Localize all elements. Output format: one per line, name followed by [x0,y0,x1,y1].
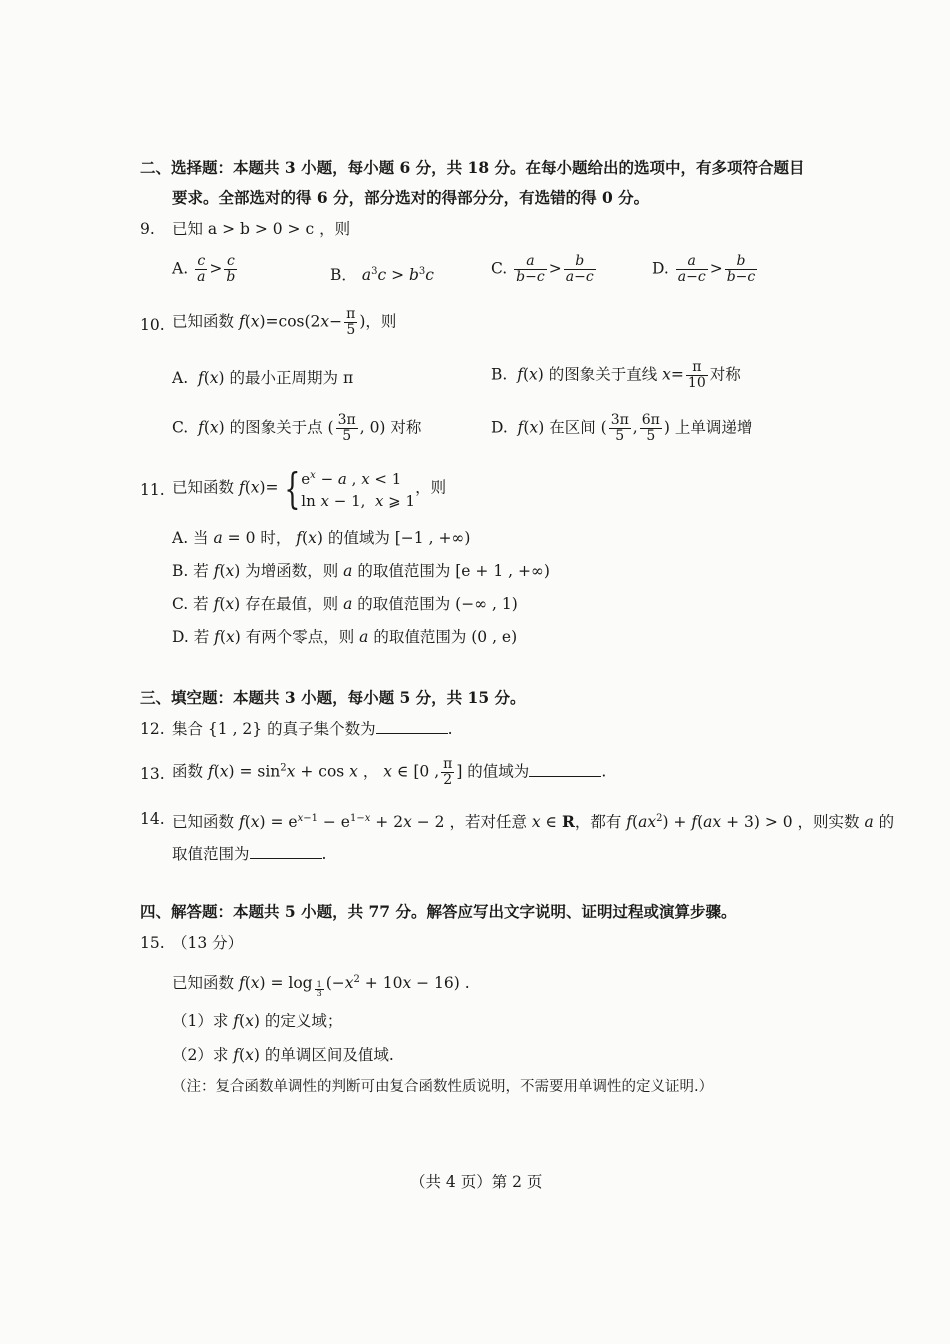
q11-number: 11. [140,481,165,499]
q10-option-d: D. f(x) 在区间 ( $\frac{3\pi}{5}$ , $\frac{6\pi}{5}$ ) 上单调递增 [491,412,753,444]
q15-part1: （1）求 f(x) 的定义域； [172,1012,343,1030]
q12-text: 集合 {1 , 2} 的真子集个数为 . [172,720,453,738]
q15-stem: 已知函数 f(x) = log $_{\frac{1}{3}}$ $(-x^2 + 10x - 16)$ . [172,974,470,999]
q15-number: 15. [140,934,165,952]
q10-option-b: B. f(x) 的图象关于直线 x= $\frac{\pi}{10}$ 对称 [491,359,741,391]
q9-option-a: A. $\frac{c}{a}$ > $\frac{c}{b}$ [172,253,236,285]
q14-line1: 已知函数 $f(x) = e^{x-1} - e^{1-x} + 2x - 2$ ，若对任意 x ∈ R，都有 $f(ax^2) + f(ax + 3) > 0$ ，则实数 a 的 [172,812,895,832]
q14-line2: 取值范围为 . [172,845,327,863]
q13-answer-blank[interactable] [529,762,601,777]
q13-text: 函数 $f(x) = \sin^2x + \cos x$ ， x ∈ [0 , $\frac{\pi}{2}$ ] 的值域为 . [172,756,607,788]
section4-heading: 四、解答题：本题共 5 小题，共 77 分。解答应写出文字说明、证明过程或演算步骤。 [140,902,737,921]
q9-number: 9. [140,220,155,238]
q15-score: （13 分） [172,934,244,952]
section2-heading-line2: 要求。全部选对的得 6 分，部分选对的得部分分，有选错的得 0 分。 [172,188,650,207]
q11-option-b: B. 若 f(x) 为增函数，则 a 的取值范围为 [e + 1 , +∞) [172,562,550,580]
q14-answer-blank[interactable] [250,844,322,859]
q10-number: 10. [140,316,165,334]
q15-part2: （2）求 f(x) 的单调区间及值域. [172,1046,394,1064]
q11-option-d: D. 若 f(x) 有两个零点，则 a 的取值范围为 (0 , e) [172,628,518,646]
section3-heading: 三、填空题：本题共 3 小题，每小题 5 分，共 15 分。 [140,688,526,707]
page-footer: （共 4 页）第 2 页 [410,1173,543,1191]
q10-stem: 已知函数 f(x)=cos(2x− $\frac{\pi}{5}$ )，则 [172,306,397,338]
q11-option-c: C. 若 f(x) 存在最值，则 a 的取值范围为 (−∞ , 1) [172,595,518,613]
q10-option-c: C. f(x) 的图象关于点 ( $\frac{3\pi}{5}$ , 0) 对称 [172,412,422,444]
q9-option-b: B． $a^3c > b^3c$ [330,266,434,285]
q9-stem: 已知 a > b > 0 > c ，则 [172,220,351,238]
q9-option-d: D. $\frac{a}{a-c}$ > $\frac{b}{b-c}$ [652,253,756,285]
q9-option-c: C. $\frac{a}{b-c}$ > $\frac{b}{a-c}$ [491,253,594,285]
q11-option-a: A. 当 a = 0 时， f(x) 的值域为 [−1 , +∞) [172,529,471,547]
q15-note: （注：复合函数单调性的判断可由复合函数性质说明，不需要用单调性的定义证明.） [172,1079,714,1095]
section2-heading-line1: 二、选择题：本题共 3 小题，每小题 6 分，共 18 分。在每小题给出的选项中，有多项符合题目 [140,158,805,177]
q11-stem: 已知函数 f(x)= { $e^x - a$ , x < 1 ln x − 1, x ⩾ 1 ，则 [172,463,447,513]
q12-number: 12. [140,720,165,738]
q13-number: 13. [140,765,165,783]
q10-option-a: A. f(x) 的最小正周期为 π [172,369,354,387]
q12-answer-blank[interactable] [376,719,448,734]
q14-number: 14. [140,810,165,828]
